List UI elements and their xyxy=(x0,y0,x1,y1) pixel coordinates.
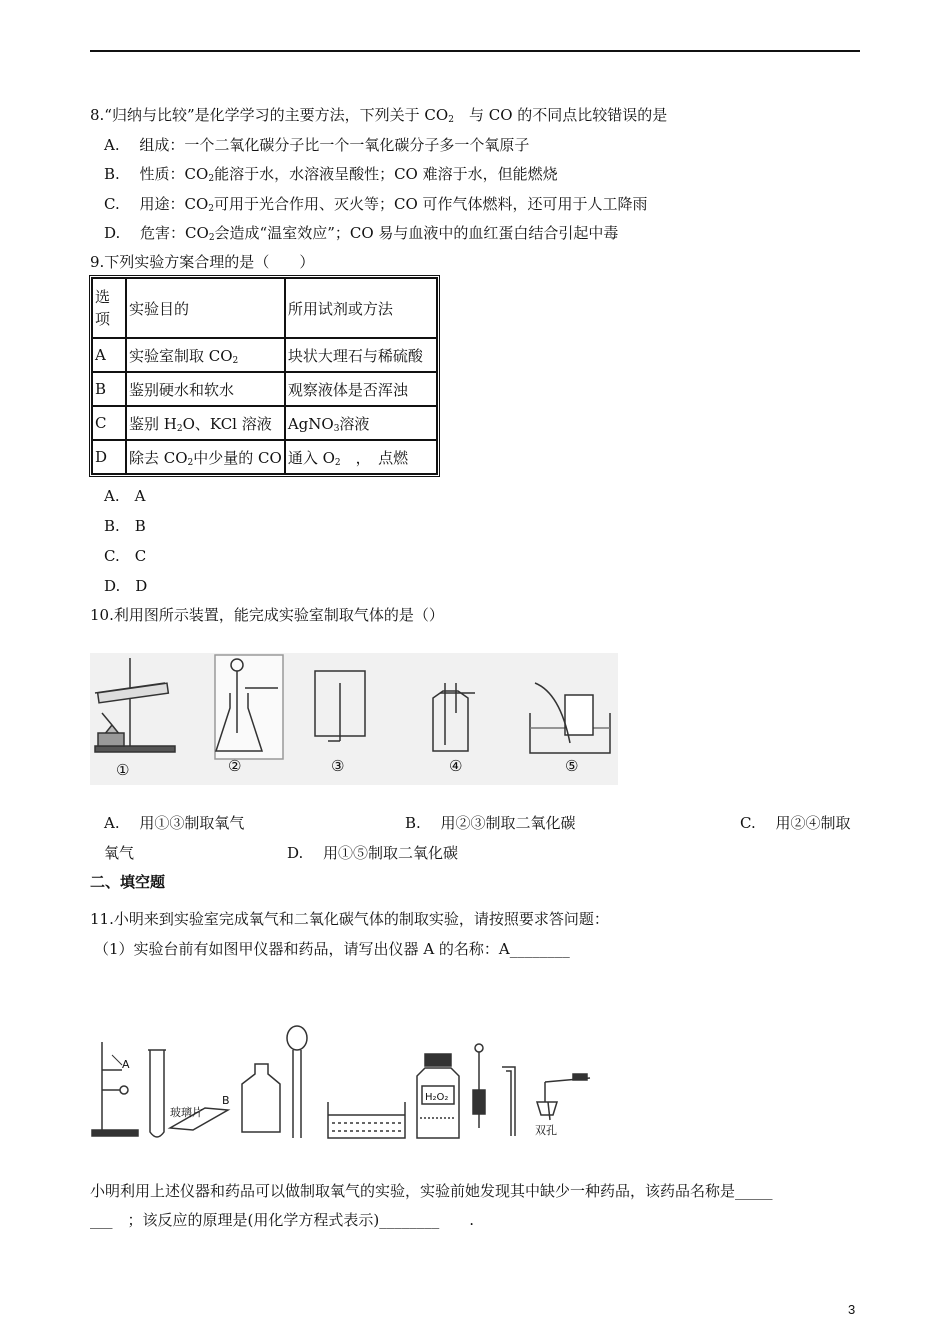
header-goal: 实验目的 xyxy=(126,278,285,338)
section-heading: 二、填空题 xyxy=(90,873,166,891)
q10-apparatus-figure xyxy=(90,653,618,785)
q11-paragraph-line1: 小明利用上述仪器和药品可以做制取氧气的实验，实验前她发现其中缺少一种药品，该药品名称是_____ xyxy=(90,1182,773,1200)
q10-option-a: A. 用①③制取氧气 xyxy=(104,814,245,832)
fig-label-double-hole: 双孔 xyxy=(535,1124,557,1137)
figure-label-2: ② xyxy=(228,757,242,775)
cell-method: 观察液体是否浑浊 xyxy=(285,372,437,406)
q11-part1: （1）实验台前有如图甲仪器和药品，请写出仪器 A 的名称：A________ xyxy=(94,940,570,958)
cell-method: AgNO$_3$溶液 xyxy=(285,406,437,440)
q11-stem: 11.小明来到实验室完成氧气和二氧化碳气体的制取实验，请按照要求答问题： xyxy=(90,910,609,928)
q9-table xyxy=(89,275,440,477)
cell-option: C xyxy=(92,406,126,440)
table-row xyxy=(92,406,437,440)
q10-option-b: B. 用②③制取二氧化碳 xyxy=(405,814,576,832)
table-row xyxy=(92,440,437,474)
q8-option-a: A. 组成：一个二氧化碳分子比一个一氧化碳分子多一个氧原子 xyxy=(104,136,530,154)
fig-label-h2o2: H₂O₂ xyxy=(425,1092,449,1103)
q9-choice-b: B. B xyxy=(104,517,146,535)
cell-method: 通入 $O_2$ ， 点燃 xyxy=(285,440,437,474)
q8-stem: 8.“归纳与比较”是化学学习的主要方法，下列关于 $CO_2$ 与 CO 的不同点比较错误的是 xyxy=(90,106,668,125)
q8-option-b: B. 性质：$CO_2$能溶于水，水溶液呈酸性；CO 难溶于水，但能燃烧 xyxy=(104,165,558,184)
cell-goal: 实验室制取 $CO_2$ xyxy=(126,338,285,372)
figure-label-4: ④ xyxy=(449,757,463,775)
q8-option-c: C. 用途：$CO_2$可用于光合作用、灭火等；CO 可作气体燃料，还可用于人工降雨 xyxy=(104,195,648,214)
fig-label-B: B xyxy=(222,1094,230,1107)
cell-goal: 除去 $CO_2$中少量的 CO xyxy=(126,440,285,474)
q9-choice-c: C. C xyxy=(104,547,147,565)
header-method: 所用试剂或方法 xyxy=(285,278,437,338)
page-number: 3 xyxy=(848,1302,856,1317)
header-option: 选 项 xyxy=(92,278,126,338)
header-rule xyxy=(90,50,860,52)
q9-choice-d: D. D xyxy=(104,577,148,595)
q9-choice-a: A. A xyxy=(104,487,146,505)
table-row xyxy=(92,372,437,406)
figure-label-1: ① xyxy=(116,761,130,779)
q8-option-d: D. 危害：$CO_2$会造成“温室效应”；CO 易与血液中的血红蛋白结合引起中毒 xyxy=(104,224,619,243)
q10-stem: 10.利用图所示装置，能完成实验室制取气体的是（） xyxy=(90,606,444,624)
q11-paragraph-line2: ___ ；该反应的原理是(用化学方程式表示)________ . xyxy=(90,1211,474,1229)
cell-goal: 鉴别 $H_2O$、KCl 溶液 xyxy=(126,406,285,440)
fig-label-A: A xyxy=(122,1058,130,1071)
table-row xyxy=(92,338,437,372)
q10-option-c: C. 用②④制取 xyxy=(740,814,851,832)
cell-option: B xyxy=(92,372,126,406)
cell-method: 块状大理石与稀硫酸 xyxy=(285,338,437,372)
fig-label-glass: 玻璃片 xyxy=(170,1106,203,1119)
cell-option: D xyxy=(92,440,126,474)
figure-label-3: ③ xyxy=(331,757,345,775)
figure-label-5: ⑤ xyxy=(565,757,579,775)
q10-option-c-cont: 氧气 xyxy=(104,844,135,862)
cell-goal: 鉴别硬水和软水 xyxy=(126,372,285,406)
q9-stem: 9.下列实验方案合理的是（ ） xyxy=(90,253,315,271)
q11-instruments-figure xyxy=(90,1020,610,1145)
q10-option-d: D. 用①⑤制取二氧化碳 xyxy=(287,844,459,862)
cell-option: A xyxy=(92,338,126,372)
